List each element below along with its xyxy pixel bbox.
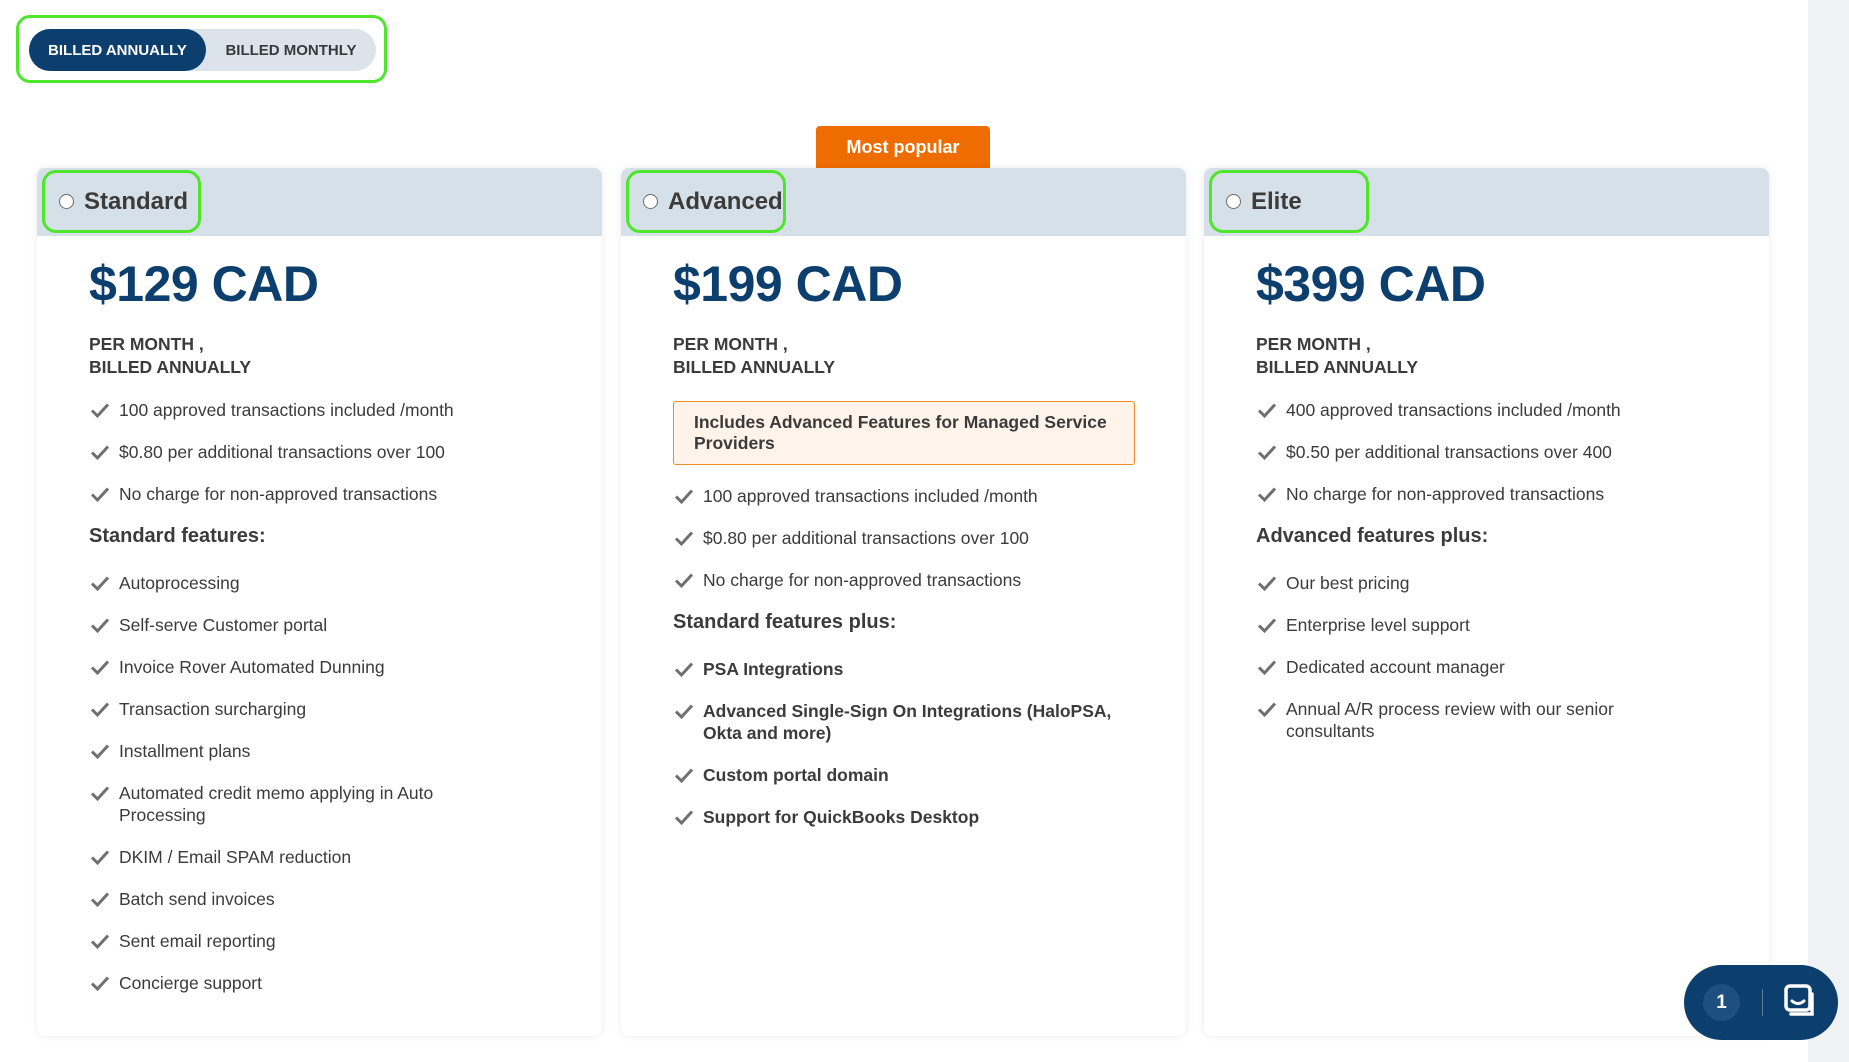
feature-text: Transaction surcharging bbox=[119, 699, 307, 719]
list-item bbox=[1256, 399, 1696, 421]
check-icon bbox=[1256, 656, 1278, 678]
plan-card-header bbox=[37, 168, 602, 236]
feature-text: Annual A/R process review with our senior consultants bbox=[1286, 699, 1614, 741]
check-icon bbox=[89, 441, 111, 463]
check-icon bbox=[1256, 399, 1278, 421]
plan-card-header bbox=[621, 168, 1186, 236]
check-icon bbox=[89, 399, 111, 421]
features-list bbox=[673, 658, 1186, 828]
check-icon bbox=[673, 569, 695, 591]
check-icon bbox=[1256, 572, 1278, 594]
plan-card-header bbox=[1204, 168, 1769, 236]
plan-card-advanced bbox=[621, 168, 1186, 1036]
billed-monthly-button[interactable]: BILLED MONTHLY bbox=[225, 41, 357, 59]
list-item bbox=[89, 930, 529, 952]
list-item bbox=[1256, 572, 1696, 594]
features-title: Advanced features plus: bbox=[1256, 525, 1489, 547]
feature-text: $0.50 per additional transactions over 400 bbox=[1286, 442, 1612, 462]
plan-period bbox=[673, 333, 1186, 379]
period-line: BILLED ANNUALLY bbox=[89, 357, 252, 377]
feature-text: No charge for non-approved transactions bbox=[1286, 484, 1605, 504]
feature-text: Support for QuickBooks Desktop bbox=[703, 807, 980, 827]
check-icon bbox=[89, 614, 111, 636]
msp-features-note: Includes Advanced Features for Managed Service Providers bbox=[673, 401, 1135, 465]
feature-text: Our best pricing bbox=[1286, 573, 1410, 593]
plan-period bbox=[89, 333, 602, 379]
list-item bbox=[673, 764, 1113, 786]
check-icon bbox=[89, 740, 111, 762]
radio-button[interactable] bbox=[643, 194, 658, 209]
plan-select-standard[interactable] bbox=[42, 170, 201, 233]
transactions-list bbox=[89, 399, 602, 505]
check-icon bbox=[89, 698, 111, 720]
feature-text: Autoprocessing bbox=[119, 573, 240, 593]
features-title: Standard features: bbox=[89, 525, 266, 547]
period-line: BILLED ANNUALLY bbox=[673, 357, 836, 377]
features-list bbox=[89, 572, 602, 994]
feature-text: No charge for non-approved transactions bbox=[703, 570, 1022, 590]
divider bbox=[1762, 989, 1763, 1016]
check-icon bbox=[89, 888, 111, 910]
transactions-list bbox=[1256, 399, 1769, 505]
list-item bbox=[89, 572, 529, 594]
plan-price: $399 CAD bbox=[1256, 256, 1486, 312]
list-item bbox=[89, 888, 529, 910]
check-icon bbox=[1256, 483, 1278, 505]
feature-text: Custom portal domain bbox=[703, 765, 889, 785]
plan-price: $129 CAD bbox=[89, 256, 319, 312]
check-icon bbox=[89, 930, 111, 952]
chat-bubble-icon bbox=[1780, 982, 1820, 1022]
list-item bbox=[89, 483, 529, 505]
transactions-list bbox=[673, 485, 1186, 591]
list-item bbox=[673, 658, 1113, 680]
features-title: Standard features plus: bbox=[673, 611, 897, 633]
list-item bbox=[89, 846, 529, 868]
check-icon bbox=[89, 782, 111, 804]
plan-card-standard bbox=[37, 168, 602, 1036]
billed-annually-button[interactable]: BILLED ANNUALLY bbox=[29, 29, 206, 71]
period-line: PER MONTH , bbox=[1256, 334, 1371, 354]
list-item bbox=[1256, 698, 1646, 742]
list-item bbox=[89, 614, 529, 636]
plan-price: $199 CAD bbox=[673, 256, 903, 312]
period-line: PER MONTH , bbox=[89, 334, 204, 354]
scrollbar-track[interactable] bbox=[1808, 0, 1849, 1062]
billing-toggle-container bbox=[16, 15, 387, 83]
list-item bbox=[89, 740, 529, 762]
feature-text: Automated credit memo applying in Auto Processing bbox=[119, 783, 434, 825]
list-item bbox=[1256, 483, 1696, 505]
check-icon bbox=[673, 700, 695, 722]
check-icon bbox=[89, 572, 111, 594]
plan-period bbox=[1256, 333, 1769, 379]
feature-text: No charge for non-approved transactions bbox=[119, 484, 438, 504]
feature-text: Concierge support bbox=[119, 973, 262, 993]
list-item bbox=[673, 569, 1113, 591]
feature-text: Advanced Single-Sign On Integrations (HaloPSA, Okta and more) bbox=[703, 701, 1112, 743]
check-icon bbox=[89, 656, 111, 678]
feature-text: Batch send invoices bbox=[119, 889, 275, 909]
list-item bbox=[89, 656, 529, 678]
feature-text: 100 approved transactions included /month bbox=[119, 400, 454, 420]
check-icon bbox=[89, 972, 111, 994]
list-item bbox=[673, 806, 1113, 828]
radio-button[interactable] bbox=[1226, 194, 1241, 209]
plan-select-elite[interactable] bbox=[1209, 170, 1369, 233]
features-list bbox=[1256, 572, 1769, 742]
feature-text: Installment plans bbox=[119, 741, 251, 761]
plan-name: Standard bbox=[84, 187, 189, 215]
feature-text: Self-serve Customer portal bbox=[119, 615, 328, 635]
feature-text: DKIM / Email SPAM reduction bbox=[119, 847, 352, 867]
list-item bbox=[1256, 656, 1696, 678]
feature-text: 100 approved transactions included /month bbox=[703, 486, 1038, 506]
feature-text: 400 approved transactions included /month bbox=[1286, 400, 1621, 420]
plan-name: Elite bbox=[1251, 187, 1302, 215]
feature-text: $0.80 per additional transactions over 100 bbox=[119, 442, 445, 462]
billing-toggle[interactable] bbox=[29, 29, 376, 71]
feature-text: Sent email reporting bbox=[119, 931, 276, 951]
list-item bbox=[89, 441, 529, 463]
chat-widget-button[interactable] bbox=[1684, 965, 1838, 1040]
feature-text: Invoice Rover Automated Dunning bbox=[119, 657, 385, 677]
feature-text: $0.80 per additional transactions over 100 bbox=[703, 528, 1029, 548]
feature-text: PSA Integrations bbox=[703, 659, 844, 679]
list-item bbox=[89, 972, 529, 994]
plan-name: Advanced bbox=[668, 187, 783, 215]
list-item bbox=[89, 399, 529, 421]
radio-button[interactable] bbox=[59, 194, 74, 209]
check-icon bbox=[1256, 441, 1278, 463]
check-icon bbox=[89, 483, 111, 505]
plan-select-advanced[interactable] bbox=[626, 170, 786, 233]
list-item bbox=[673, 485, 1113, 507]
feature-text: Dedicated account manager bbox=[1286, 657, 1505, 677]
check-icon bbox=[89, 846, 111, 868]
check-icon bbox=[1256, 698, 1278, 720]
check-icon bbox=[673, 806, 695, 828]
most-popular-badge: Most popular bbox=[816, 126, 990, 168]
check-icon bbox=[673, 764, 695, 786]
check-icon bbox=[673, 658, 695, 680]
check-icon bbox=[673, 527, 695, 549]
feature-text: Enterprise level support bbox=[1286, 615, 1470, 635]
period-line: PER MONTH , bbox=[673, 334, 788, 354]
list-item bbox=[673, 527, 1113, 549]
period-line: BILLED ANNUALLY bbox=[1256, 357, 1419, 377]
list-item bbox=[1256, 614, 1696, 636]
unread-count-badge: 1 bbox=[1703, 984, 1740, 1021]
list-item bbox=[1256, 441, 1696, 463]
plan-card-elite bbox=[1204, 168, 1769, 1036]
list-item bbox=[89, 698, 529, 720]
check-icon bbox=[1256, 614, 1278, 636]
list-item bbox=[89, 782, 469, 826]
check-icon bbox=[673, 485, 695, 507]
list-item bbox=[673, 700, 1123, 744]
